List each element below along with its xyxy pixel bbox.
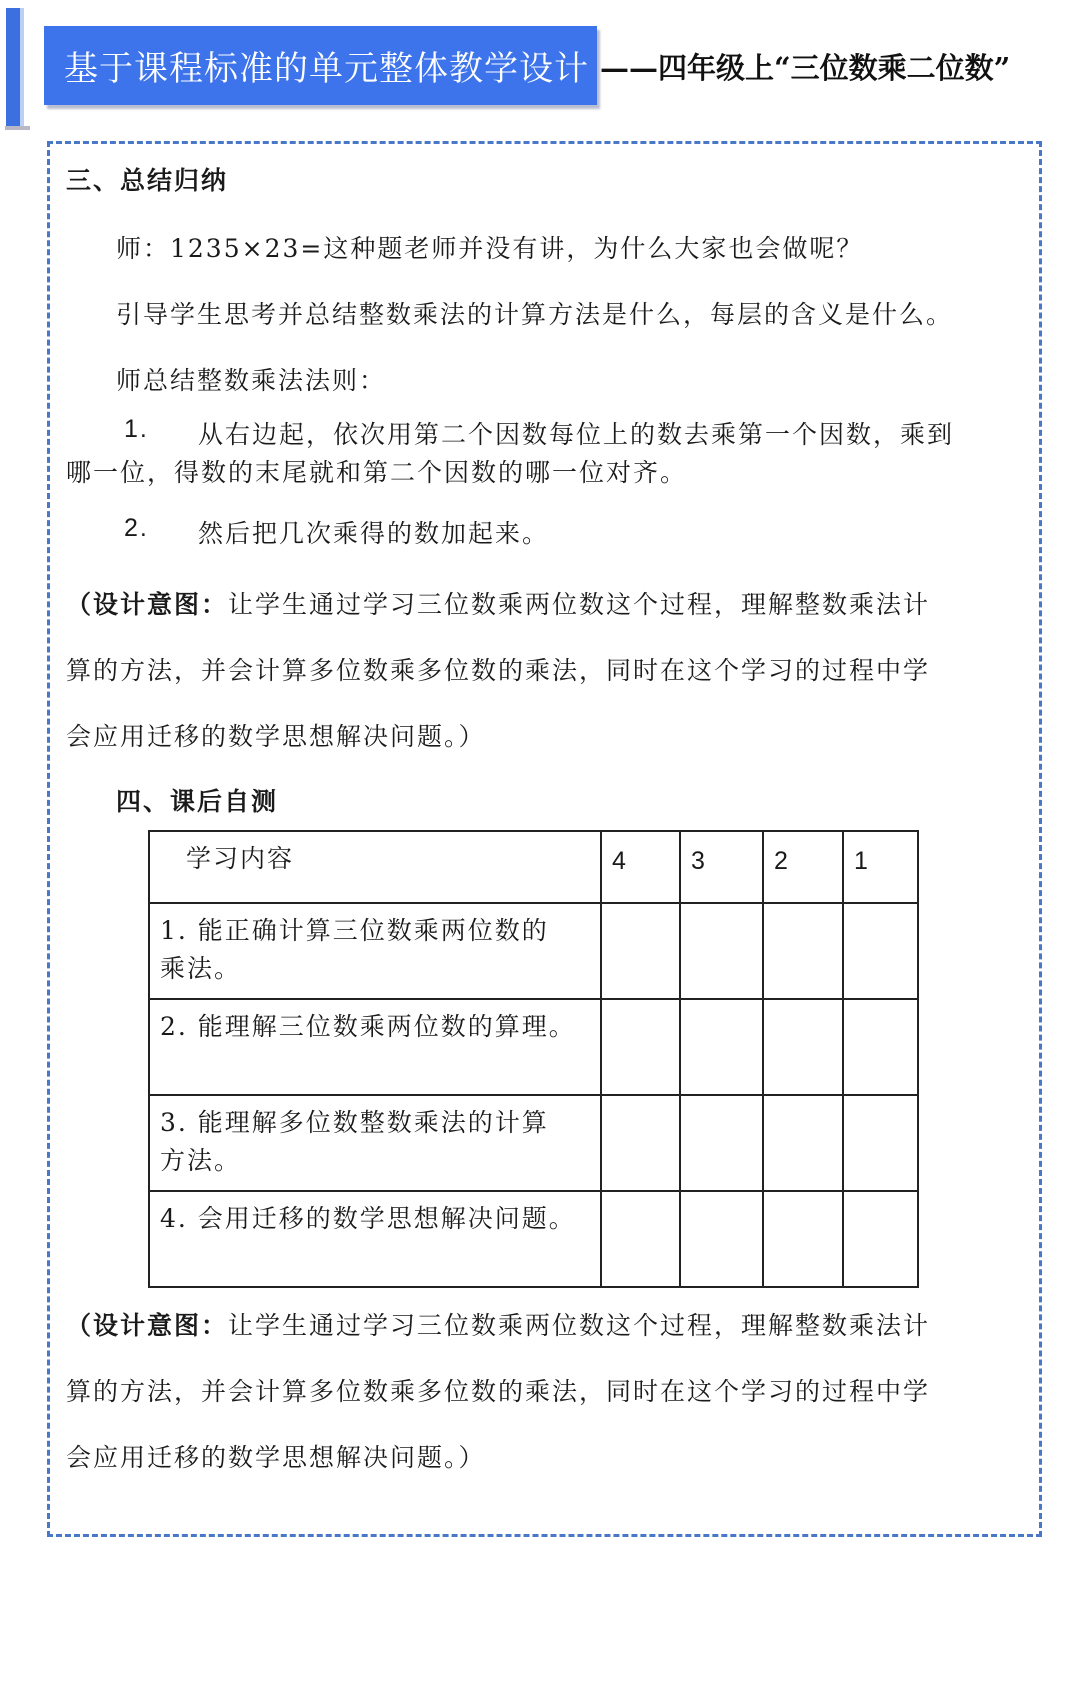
content-line: 3. 能理解多位数整数乘法的计算 <box>160 1108 549 1137</box>
score-cell[interactable] <box>680 1191 763 1287</box>
content-line: 2. 能理解三位数乘两位数的算理。 <box>160 1012 576 1041</box>
rule-intro: 师总结整数乘法法则： <box>116 366 387 395</box>
left-accent-bar <box>6 8 24 126</box>
score-cell[interactable] <box>601 1095 680 1191</box>
teacher-question: 师：1235×23=这种题老师并没有讲，为什么大家也会做呢？ <box>116 234 864 263</box>
score-cell[interactable] <box>680 999 763 1095</box>
content-line: 4. 会用迁移的数学思想解决问题。 <box>160 1204 576 1233</box>
selftest-table <box>148 830 919 1288</box>
design-intent-2-label: （设计意图： <box>66 1311 229 1340</box>
content-cell <box>149 1191 601 1287</box>
page-title: 基于课程标准的单元整体教学设计 <box>64 49 589 89</box>
page-subtitle: ——四年级上“三位数乘二位数” <box>600 51 1011 85</box>
design-intent-1-line3: 会应用迁移的数学思想解决问题。） <box>66 722 486 751</box>
design-intent-2-line1 <box>66 1306 930 1342</box>
score-cell[interactable] <box>763 903 843 999</box>
content-line: 方法。 <box>160 1146 242 1175</box>
score-cell[interactable] <box>601 999 680 1095</box>
header-cell-score-4: 4 <box>601 831 680 903</box>
rule1-line1: 从右边起，依次用第二个因数每位上的数去乘第一个因数，乘到 <box>198 420 955 449</box>
content-line: 1. 能正确计算三位数乘两位数的 <box>160 916 549 945</box>
header-cell-content: 学习内容 <box>149 831 601 903</box>
rule1-number: 1. <box>124 415 149 443</box>
score-cell[interactable] <box>680 903 763 999</box>
rule2-number: 2. <box>124 514 149 542</box>
score-cell[interactable] <box>843 999 918 1095</box>
rule1-line2: 哪一位，得数的末尾就和第二个因数的哪一位对齐。 <box>66 458 688 487</box>
score-cell[interactable] <box>763 999 843 1095</box>
section-heading-selftest: 四、课后自测 <box>116 787 279 816</box>
title-banner <box>44 26 597 105</box>
content-cell <box>149 1095 601 1191</box>
score-cell[interactable] <box>843 1095 918 1191</box>
score-cell[interactable] <box>843 903 918 999</box>
table-row <box>149 1191 918 1287</box>
section-heading-summary: 三、总结归纳 <box>66 166 229 195</box>
design-intent-1-line1 <box>66 585 930 621</box>
header-cell-score-3: 3 <box>680 831 763 903</box>
score-cell[interactable] <box>763 1191 843 1287</box>
design-intent-1-line2: 算的方法，并会计算多位数乘多位数的乘法，同时在这个学习的过程中学 <box>66 656 931 685</box>
table-row <box>149 999 918 1095</box>
table-row <box>149 903 918 999</box>
content-cell <box>149 999 601 1095</box>
rule2-text: 然后把几次乘得的数加起来。 <box>198 519 550 548</box>
score-cell[interactable] <box>680 1095 763 1191</box>
table-row <box>149 1095 918 1191</box>
guide-text: 引导学生思考并总结整数乘法的计算方法是什么，每层的含义是什么。 <box>116 300 954 329</box>
score-cell[interactable] <box>763 1095 843 1191</box>
content-line: 乘法。 <box>160 954 242 983</box>
selftest-header-row <box>149 831 918 903</box>
content-cell <box>149 903 601 999</box>
design-intent-2-line3: 会应用迁移的数学思想解决问题。） <box>66 1443 486 1472</box>
design-intent-1-text1: 让学生通过学习三位数乘两位数这个过程，理解整数乘法计 <box>228 590 931 619</box>
left-accent-bar-shadow <box>5 126 30 130</box>
score-cell[interactable] <box>601 903 680 999</box>
design-intent-2-line2: 算的方法，并会计算多位数乘多位数的乘法，同时在这个学习的过程中学 <box>66 1377 931 1406</box>
header-cell-score-1: 1 <box>843 831 918 903</box>
design-intent-1-label: （设计意图： <box>66 590 229 619</box>
design-intent-2-text1: 让学生通过学习三位数乘两位数这个过程，理解整数乘法计 <box>228 1311 931 1340</box>
score-cell[interactable] <box>843 1191 918 1287</box>
header-cell-score-2: 2 <box>763 831 843 903</box>
score-cell[interactable] <box>601 1191 680 1287</box>
